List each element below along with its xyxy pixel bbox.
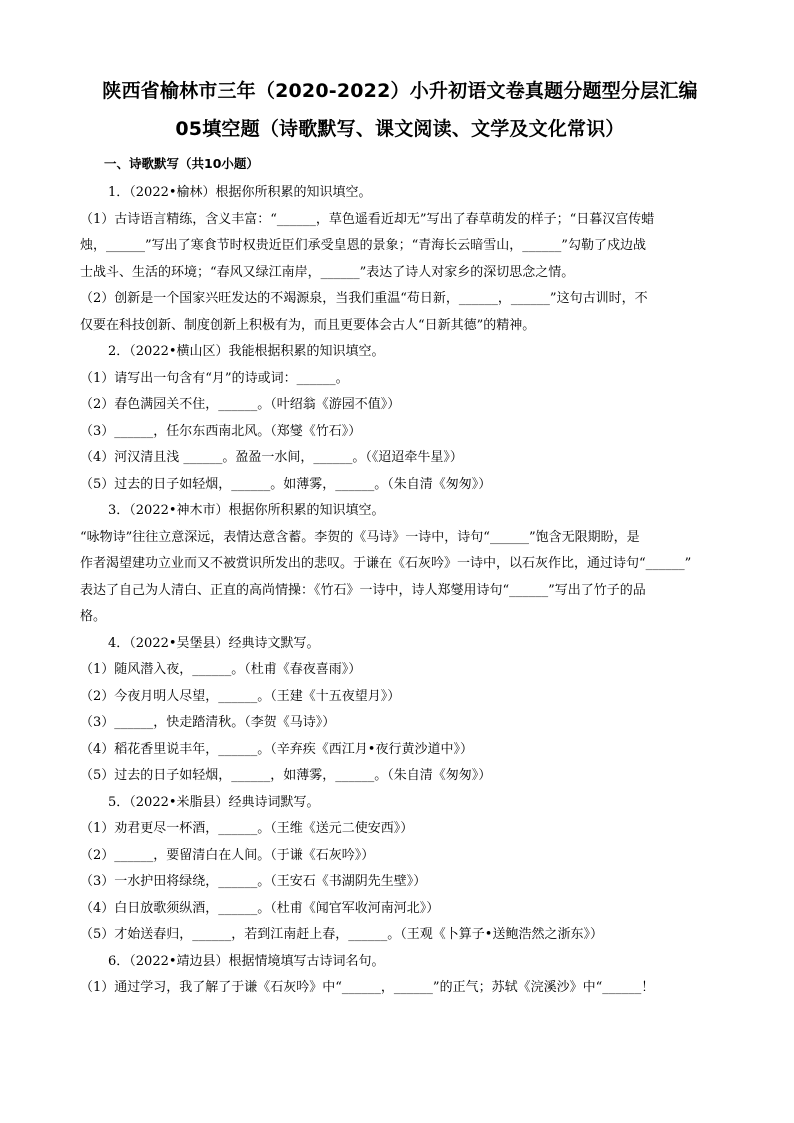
question-3 <box>80 498 720 631</box>
question-item: （1）劝君更尽一杯酒，______。（王维《送元二使安西》） <box>80 821 414 836</box>
question-item: （4）白日放歌须纵酒，______。（杜甫《闻官军收河南河北》） <box>80 900 440 916</box>
question-item: （2）春色满园关不住，______。（叶绍翁《游园不值》） <box>80 397 401 412</box>
question-6 <box>80 949 720 1002</box>
question-text-line: 仅要在科技创新、制度创新上积极有为，而且更要体会古人“日新其德”的精神。 <box>80 317 536 333</box>
question-1 <box>80 180 720 339</box>
question-text-line: 士战斗、生活的环境；“春风又绿江南岸，______”表达了诗人对家乡的深切思念之情。 <box>80 264 575 280</box>
question-item: （3）______，任尔东西南北风。（郑燮《竹石》） <box>80 423 362 439</box>
question-text-line: 表达了自己为人清白、正直的高尚情操：《竹石》一诗中，诗人郑燮用诗句“______”写出了竹子的品 <box>80 582 646 598</box>
question-text-line: 作者渴望建功立业而又不被赏识所发出的悲叹。于谦在《石灰吟》一诗中，以石灰作比，通过诗句“______” <box>80 556 692 571</box>
question-header: 2．（2022•横山区）我能根据积累的知识填空。 <box>108 344 385 359</box>
question-item: （5）过去的日子如轻烟，______，如薄雾，______。（朱自清《匆匆》） <box>80 768 492 783</box>
document-title: 陕西省榆林市三年（2020-2022）小升初语文卷真题分题型分层汇编 <box>102 80 698 102</box>
question-text-line: （1）古诗语言精练，含义丰富：“______，草色遥看近却无”写出了春草萌发的样子；“日暮汉宫传蜡 <box>80 211 655 227</box>
question-text-line: （1）通过学习，我了解了于谦《石灰吟》中“______，______”的正气；苏轼《浣溪沙》中“______！ <box>80 980 655 995</box>
question-5 <box>80 790 720 949</box>
question-header: 1．（2022•榆林）根据你所积累的知识填空。 <box>108 185 372 200</box>
question-item: （1）随风潜入夜，______。（杜甫《春夜喜雨》） <box>80 662 362 677</box>
question-item: （3）一水护田将绿绕，______。（王安石《书湖阴先生壁》） <box>80 874 427 889</box>
question-header: 6．（2022•靖边县）根据情境填写古诗词名句。 <box>108 953 385 969</box>
question-item: （5）才始送春归，______，若到江南赶上春，______。（王观《卜算子•送鲍浩然之浙东》） <box>80 927 603 942</box>
question-header: 3．（2022•神木市）根据你所积累的知识填空。 <box>108 503 385 518</box>
question-item: （3）______，快走踏清秋。（李贺《马诗》） <box>80 715 336 730</box>
document-subtitle: 05填空题（诗歌默写、课文阅读、文学及文化常识） <box>175 118 625 140</box>
question-text-line: “咏物诗”往往立意深远，表情达意含蓄。李贺的《马诗》一诗中，诗句“______”饱含无限期盼，是 <box>80 529 640 545</box>
question-item: （5）过去的日子如轻烟，______。如薄雾，______。（朱自清《匆匆》） <box>80 476 492 492</box>
question-text-line: 格。 <box>80 609 107 624</box>
question-text-line: （2）创新是一个国家兴旺发达的不竭源泉，当我们重温“苟日新，______，______”这句古训时，不 <box>80 291 648 306</box>
question-text-line: 烛，______”写出了寒食节时权贵近臣们承受皇恩的景象；“青海长云暗雪山，______”勾勒了戍边战 <box>80 238 646 253</box>
question-header: 4．（2022•吴堡县）经典诗文默写。 <box>108 635 320 651</box>
section-heading: 一、诗歌默写（共10小题） <box>104 156 259 171</box>
question-item: （2）今夜月明人尽望，______。（王建《十五夜望月》） <box>80 688 401 704</box>
question-header: 5．（2022•米脂县）经典诗词默写。 <box>108 794 320 810</box>
question-item: （4）稻花香里说丰年，______。（辛弃疾《西江月•夜行黄沙道中》） <box>80 741 473 757</box>
question-2 <box>80 339 720 498</box>
question-item: （1）请写出一句含有“月”的诗或词：______。 <box>80 370 349 386</box>
question-4 <box>80 631 720 790</box>
question-item: （4）河汉清且浅 ______。盈盈一水间，______。（《迢迢牵牛星》） <box>80 450 463 465</box>
question-item: （2）______，要留清白在人间。（于谦《石灰吟》） <box>80 847 375 863</box>
